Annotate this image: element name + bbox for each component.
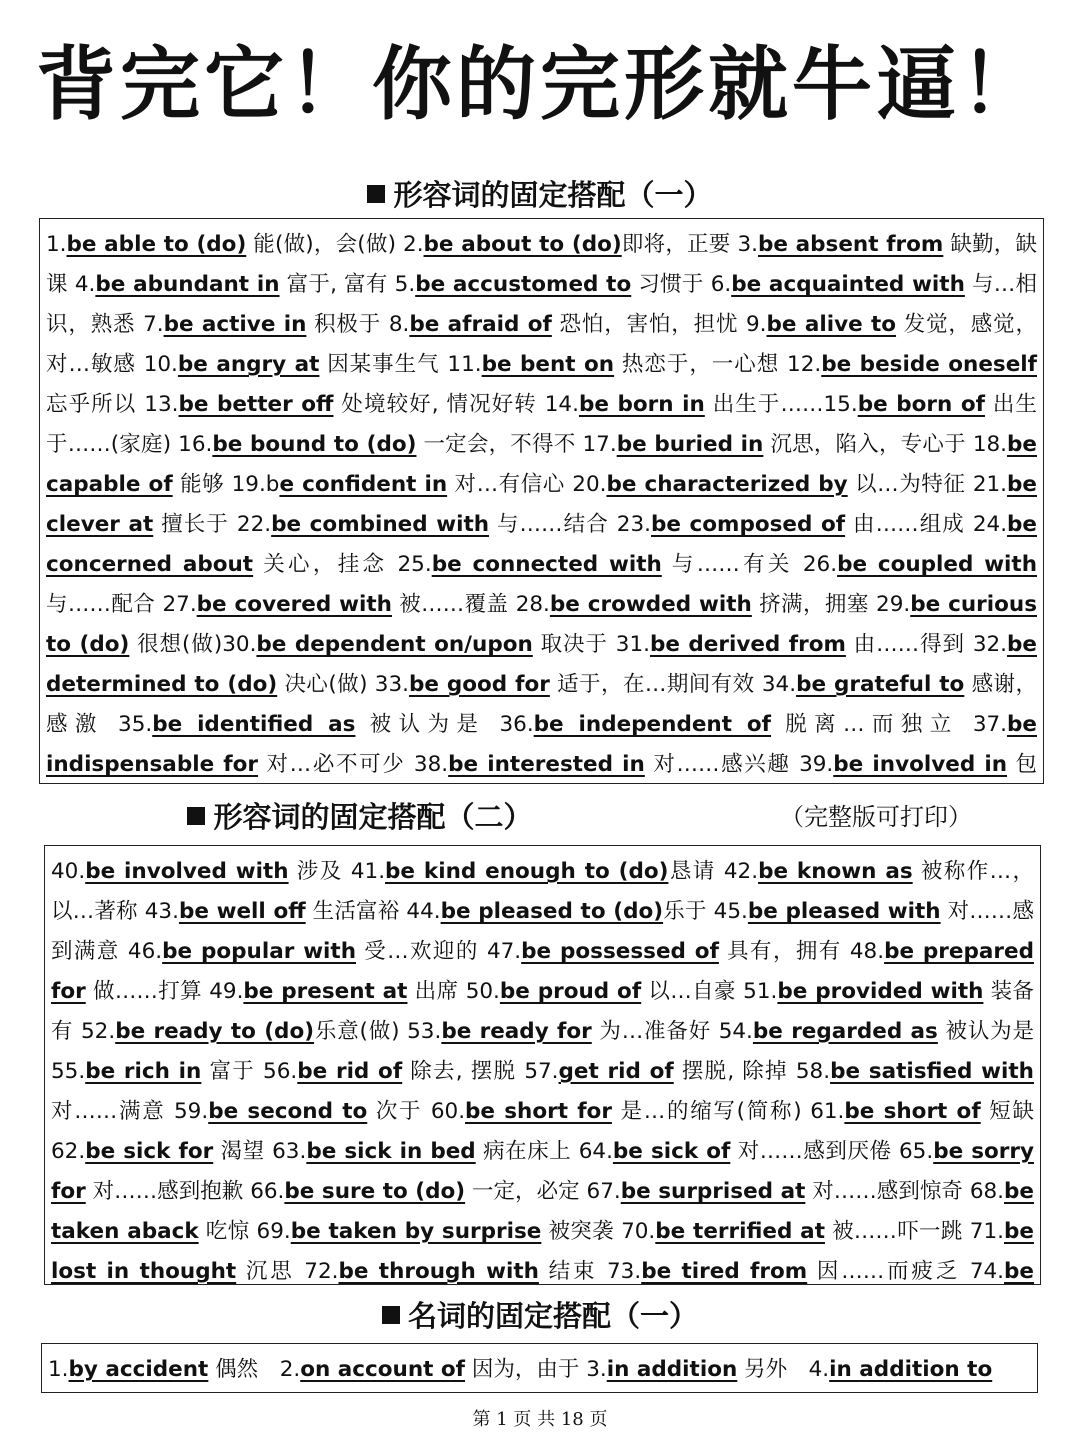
phrase-number: 38. xyxy=(413,752,449,777)
phrase-number: 28. xyxy=(515,592,550,617)
phrase-number: 60. xyxy=(430,1099,466,1124)
phrase-english: be possessed of xyxy=(521,939,719,964)
phrase-number: 23. xyxy=(616,512,651,537)
phrase-english: be bound to (do) xyxy=(212,432,417,457)
phrase-number: 56. xyxy=(263,1059,298,1084)
phrase-number: 29. xyxy=(876,592,911,617)
phrase-english: be short of xyxy=(844,1099,981,1124)
phrase-meaning: 热恋于，一心想 xyxy=(614,352,788,377)
phrase-english: on account of xyxy=(300,1357,466,1382)
phrase-number: 43. xyxy=(144,899,179,924)
phrase-english: be alive to xyxy=(766,312,897,337)
phrase-meaning: 对……感到厌倦 xyxy=(730,1139,899,1164)
section-heading-adj-1: 形容词的固定搭配（一） xyxy=(0,175,1080,215)
square-bullet-icon xyxy=(187,807,205,825)
phrase-english: be sure to (do) xyxy=(284,1179,466,1204)
phrase-english: be provided with xyxy=(777,979,984,1004)
phrase-english: be well off xyxy=(178,899,306,924)
phrase-number: 40. xyxy=(51,859,86,884)
phrase-number: 21. xyxy=(972,472,1008,497)
phrase-meaning: 积极于 xyxy=(306,312,389,337)
phrase-english: be connected with xyxy=(431,552,662,577)
phrase-english: be born of xyxy=(857,392,985,417)
phrase-meaning: 决心(做) xyxy=(277,672,375,697)
phrase-number: 57. xyxy=(524,1059,559,1084)
phrase-number: 22. xyxy=(236,512,272,537)
phrase-number: 63. xyxy=(272,1139,307,1164)
phrase-meaning: 为…准备好 xyxy=(591,1019,719,1044)
phrase-number: 46. xyxy=(127,939,163,964)
phrase-meaning: 短缺 xyxy=(980,1099,1034,1124)
phrase-number: 41. xyxy=(350,859,386,884)
phrase-meaning: 缺勤，缺课 xyxy=(46,232,1037,297)
phrase-meaning: 因……而疲乏 xyxy=(807,1259,970,1284)
phrase-number: 47. xyxy=(486,939,522,964)
phrase-meaning: 出生于…… xyxy=(704,392,824,417)
phrase-number: 18. xyxy=(972,432,1008,457)
phrase-meaning: 被……吓一跳 xyxy=(824,1219,970,1244)
phrase-number: 27. xyxy=(162,592,197,617)
phrase-meaning: 生活富裕 xyxy=(305,899,407,924)
phrase-english: be prepared for xyxy=(51,939,1034,1004)
page-footer: 第 1 页 共 18 页 xyxy=(472,1409,608,1430)
phrase-meaning: 受…欢迎的 xyxy=(356,939,487,964)
phrase-meaning: 由……组成 xyxy=(845,512,973,537)
phrase-english: be tired from xyxy=(641,1259,808,1284)
phrase-meaning: 涉及 xyxy=(288,859,351,884)
phrase-english: e confident in xyxy=(279,472,448,497)
phrase-meaning: 对……感到抱歉 xyxy=(85,1179,251,1204)
phrase-meaning: 感谢，感激 xyxy=(46,672,1037,737)
phrase-english: be characterized by xyxy=(606,472,848,497)
phrase-number: 58. xyxy=(795,1059,831,1084)
phrase-english: be rid of xyxy=(297,1059,403,1084)
phrase-meaning: 对…有信心 xyxy=(447,472,573,497)
phrase-meaning: 对…必不可少 xyxy=(258,752,414,777)
phrase-number: 35. xyxy=(118,712,153,737)
phrase-number: 20. xyxy=(572,472,607,497)
phrase-meaning: 恐怕，害怕，担忧 xyxy=(551,312,746,337)
phrase-english: be composed of xyxy=(650,512,846,537)
phrase-number: 34. xyxy=(761,672,797,697)
phrase-english: be good for xyxy=(408,672,550,697)
phrase-english: be buried in xyxy=(616,432,764,457)
phrase-meaning: 很想(做) xyxy=(129,632,223,657)
phrase-english: be absent from xyxy=(757,232,944,257)
phrase-meaning: 吃惊 xyxy=(198,1219,257,1244)
phrase-meaning: 乐意(做) xyxy=(314,1019,408,1044)
phrase-english: be pleased with xyxy=(747,899,941,924)
phrase-text xyxy=(46,225,1037,784)
phrase-english: be dependent on/upon xyxy=(256,632,533,657)
phrase-number: 51. xyxy=(743,979,778,1004)
phrase-number: 74. xyxy=(969,1259,1005,1284)
phrase-english: be ready for xyxy=(441,1019,592,1044)
phrase-meaning: 取决于 xyxy=(532,632,616,657)
phrase-english: be crowded with xyxy=(549,592,752,617)
phrase-number: 7. xyxy=(143,312,164,337)
section-heading-noun-1: 名词的固定搭配（一） xyxy=(0,1296,1080,1336)
phrase-meaning: 关心，挂念 xyxy=(253,552,398,577)
phrase-number: 3. xyxy=(586,1357,607,1382)
phrase-english: be through with xyxy=(338,1259,539,1284)
phrase-number: 12. xyxy=(787,352,822,377)
phrase-english: in addition xyxy=(606,1357,738,1382)
phrase-number: 73. xyxy=(606,1259,642,1284)
phrase-english: be coupled with xyxy=(837,552,1038,577)
phrase-english: be identified as xyxy=(152,712,356,737)
phrase-number: 48. xyxy=(849,939,885,964)
phrase-number: 68. xyxy=(969,1179,1005,1204)
phrase-english: be ready to (do) xyxy=(115,1019,315,1044)
phrase-meaning: 由……得到 xyxy=(845,632,973,657)
phrase-meaning: 偶然 xyxy=(208,1357,280,1382)
phrase-english: be indispensable for xyxy=(46,712,1037,777)
phrase-english: be taken by surprise xyxy=(290,1219,542,1244)
phrase-english: be sick of xyxy=(612,1139,731,1164)
phrase-english: be accustomed to xyxy=(415,272,632,297)
phrase-meaning: 能(做)，会(做) xyxy=(246,232,404,257)
phrase-number: 49. xyxy=(209,979,244,1004)
phrase-english: be bent on xyxy=(481,352,615,377)
phrase-english: get rid of xyxy=(558,1059,674,1084)
phrase-meaning: 与……结合 xyxy=(489,512,617,537)
phrase-number: 3. xyxy=(737,232,758,257)
phrase-english: be derived from xyxy=(649,632,846,657)
phrase-english: be better off xyxy=(178,392,334,417)
phrase-number: 39. xyxy=(799,752,834,777)
phrase-meaning: 被称作…，以…著称 xyxy=(51,859,1034,924)
section-heading-adj-2: 形容词的固定搭配（二） xyxy=(0,797,720,837)
phrase-meaning: 被认为是 xyxy=(937,1019,1034,1044)
adj-phrases-box-2 xyxy=(44,845,1041,1285)
phrase-meaning: 对……感兴趣 xyxy=(644,752,800,777)
page-title: 背完它！你的完形就牛逼！ xyxy=(36,38,1044,131)
phrase-meaning: 装备有 xyxy=(51,979,1035,1044)
phrase-english: be terrified at xyxy=(655,1219,825,1244)
phrase-number: 66. xyxy=(250,1179,285,1204)
phrase-number: 36. xyxy=(499,712,534,737)
phrase-english: be beside oneself xyxy=(821,352,1038,377)
phrase-english: in addition to xyxy=(829,1357,993,1382)
phrase-number: 53. xyxy=(407,1019,442,1044)
phrase-meaning: 除去, 摆脱 xyxy=(402,1059,525,1084)
phrase-meaning: 被认为是 xyxy=(355,712,500,737)
phrase-number: 2. xyxy=(279,1357,301,1382)
phrase-meaning: 发觉，感觉，对…敏感 xyxy=(46,312,1037,377)
phrase-english: be sorry for xyxy=(51,1139,1034,1204)
phrase-english: be sick in bed xyxy=(306,1139,476,1164)
square-bullet-icon xyxy=(367,185,385,203)
phrase-english: be known as xyxy=(758,859,913,884)
phrase-meaning: 被突袭 xyxy=(541,1219,622,1244)
phrase-number: 61. xyxy=(810,1099,845,1124)
phrase-english: be clever at xyxy=(46,472,1038,537)
phrase-number: 4. xyxy=(74,272,96,297)
phrase-number: 16. xyxy=(178,432,213,457)
phrase-meaning: 忘乎所以 xyxy=(46,392,145,417)
phrase-number: 1. xyxy=(46,232,67,257)
phrase-number: 62. xyxy=(51,1139,86,1164)
phrase-meaning: 富于, 富有 xyxy=(279,272,395,297)
phrase-english: be involved with xyxy=(85,859,289,884)
phrase-english: be interested in xyxy=(448,752,645,777)
phrase-meaning: 乐于 xyxy=(663,899,714,924)
noun-phrases-box-1 xyxy=(41,1343,1038,1393)
phrase-number: 14. xyxy=(544,392,579,417)
phrase-meaning: 处境较好, 情况好转 xyxy=(333,392,545,417)
phrase-english: be popular with xyxy=(162,939,357,964)
phrase-number: 37. xyxy=(972,712,1008,737)
phrase-meaning: 被……覆盖 xyxy=(391,592,516,617)
phrase-english: be xyxy=(1004,1259,1035,1284)
phrase-number: 55. xyxy=(51,1059,86,1084)
phrase-number: 72. xyxy=(304,1259,339,1284)
phrase-meaning: 渴望 xyxy=(213,1139,273,1164)
phrase-number: 65. xyxy=(898,1139,934,1164)
phrase-number: 42. xyxy=(723,859,759,884)
square-bullet-icon xyxy=(382,1306,400,1324)
phrase-number: 52. xyxy=(80,1019,116,1044)
phrase-meaning: 次于 xyxy=(367,1099,431,1124)
phrase-number: 69. xyxy=(256,1219,291,1244)
phrase-number: 26. xyxy=(802,552,838,577)
phrase-meaning: 包 xyxy=(1015,752,1038,777)
phrase-english: be afraid of xyxy=(409,312,552,337)
phrase-number: 71. xyxy=(969,1219,1004,1244)
phrase-number: 32. xyxy=(972,632,1008,657)
phrase-meaning: 对……满意 xyxy=(51,1099,174,1124)
phrase-number: 50. xyxy=(465,979,500,1004)
phrase-meaning: 恳请 xyxy=(668,859,724,884)
phrase-number: 17. xyxy=(582,432,617,457)
phrase-number: 25. xyxy=(397,552,432,577)
phrase-english: be abundant in xyxy=(95,272,280,297)
phrase-meaning: 习惯于 xyxy=(631,272,711,297)
phrase-text xyxy=(51,852,1034,1285)
phrase-number: 2. xyxy=(403,232,424,257)
phrase-english: be curious to (do) xyxy=(46,592,1037,657)
phrase-number: 30. xyxy=(222,632,257,657)
phrase-meaning: 对……感到惊奇 xyxy=(805,1179,970,1204)
phrase-english: be combined with xyxy=(271,512,490,537)
phrase-meaning: 擅长于 xyxy=(153,512,237,537)
phrase-number: 5. xyxy=(394,272,416,297)
phrase-number: 33. xyxy=(374,672,409,697)
phrase-meaning: 另外 xyxy=(737,1357,809,1382)
phrase-english: be concerned about xyxy=(46,512,1038,577)
phrase-meaning: 以…为特征 xyxy=(847,472,973,497)
phrase-english: be grateful to xyxy=(796,672,965,697)
phrase-english: be active in xyxy=(163,312,307,337)
phrase-english: be short for xyxy=(465,1099,612,1124)
phrase-number: 13. xyxy=(144,392,179,417)
phrase-meaning: 摆脱, 除掉 xyxy=(673,1059,796,1084)
phrase-meaning: 具有，拥有 xyxy=(718,939,850,964)
phrase-english: be sick for xyxy=(85,1139,214,1164)
phrase-number: 54. xyxy=(718,1019,753,1044)
phrase-number: 1. xyxy=(48,1357,69,1382)
phrase-english: be about to (do) xyxy=(423,232,622,257)
phrase-meaning: 因某事生气 xyxy=(319,352,448,377)
phrase-number: 64. xyxy=(578,1139,613,1164)
phrase-number: 4. xyxy=(808,1357,830,1382)
phrase-english: be rich in xyxy=(85,1059,202,1084)
phrase-english: be regarded as xyxy=(752,1019,938,1044)
phrase-number: 8. xyxy=(388,312,410,337)
phrase-number: 6. xyxy=(710,272,732,297)
phrase-number: 11. xyxy=(447,352,482,377)
phrase-meaning: 结束 xyxy=(538,1259,607,1284)
phrase-meaning: 脱离…而独立 xyxy=(771,712,973,737)
phrase-number: 10. xyxy=(143,352,178,377)
phrase-meaning: 一定，必定 xyxy=(465,1179,587,1204)
printable-note: （完整版可打印） xyxy=(780,803,972,831)
phrase-meaning: 出生于……(家庭) xyxy=(46,392,1038,457)
phrase-number: 24. xyxy=(972,512,1008,537)
phrase-english: be proud of xyxy=(499,979,642,1004)
phrase-number: 9. xyxy=(746,312,767,337)
phrase-number: 31. xyxy=(615,632,650,657)
phrase-meaning: 沉思 xyxy=(236,1259,305,1284)
phrase-number: 19.b xyxy=(231,472,280,497)
phrase-english: be present at xyxy=(243,979,408,1004)
phrase-meaning: 对……感到满意 xyxy=(51,899,1034,964)
phrase-text xyxy=(48,1350,1031,1390)
phrase-meaning: 病在床上 xyxy=(475,1139,579,1164)
phrase-meaning: 一定会，不得不 xyxy=(416,432,583,457)
phrase-meaning: 即将，正要 xyxy=(621,232,738,257)
phrase-english: be angry at xyxy=(177,352,320,377)
phrase-english: be taken aback xyxy=(51,1179,1035,1244)
phrase-english: by accident xyxy=(68,1357,209,1382)
phrase-english: be independent of xyxy=(533,712,772,737)
phrase-number: 45. xyxy=(713,899,748,924)
phrase-english: be second to xyxy=(208,1099,368,1124)
phrase-meaning: 能够 xyxy=(172,472,232,497)
phrase-english: be surprised at xyxy=(620,1179,806,1204)
phrase-number: 59. xyxy=(174,1099,209,1124)
phrase-meaning: 以…自豪 xyxy=(641,979,744,1004)
phrase-meaning: 因为，由于 xyxy=(465,1357,587,1382)
phrase-english: be satisfied with xyxy=(830,1059,1034,1084)
phrase-meaning: 挤满，拥塞 xyxy=(751,592,877,617)
phrase-meaning: 做……打算 xyxy=(85,979,210,1004)
phrase-english: be involved in xyxy=(833,752,1008,777)
phrase-english: be born in xyxy=(578,392,705,417)
phrase-number: 15. xyxy=(823,392,858,417)
phrase-english: be determined to (do) xyxy=(46,632,1037,697)
phrase-meaning: 与…相识，熟悉 xyxy=(46,272,1038,337)
phrase-english: be capable of xyxy=(46,432,1038,497)
phrase-english: be kind enough to (do) xyxy=(385,859,669,884)
phrase-english: be pleased to (do) xyxy=(440,899,664,924)
phrase-english: be lost in thought xyxy=(51,1219,1034,1284)
adj-phrases-box-1 xyxy=(39,218,1044,784)
phrase-english: be able to (do) xyxy=(66,232,247,257)
phrase-english: be covered with xyxy=(196,592,392,617)
phrase-meaning: 与……配合 xyxy=(46,592,163,617)
phrase-number: 44. xyxy=(406,899,441,924)
phrase-meaning: 沉思，陷入，专心于 xyxy=(763,432,973,457)
phrase-meaning: 适于，在…期间有效 xyxy=(549,672,762,697)
phrase-meaning: 富于 xyxy=(201,1059,264,1084)
phrase-meaning: 与……有关 xyxy=(661,552,803,577)
phrase-meaning: 出席 xyxy=(407,979,466,1004)
phrase-number: 67. xyxy=(586,1179,621,1204)
phrase-number: 70. xyxy=(621,1219,656,1244)
phrase-english: be acquainted with xyxy=(731,272,965,297)
phrase-meaning: 是…的缩写(简称) xyxy=(611,1099,811,1124)
